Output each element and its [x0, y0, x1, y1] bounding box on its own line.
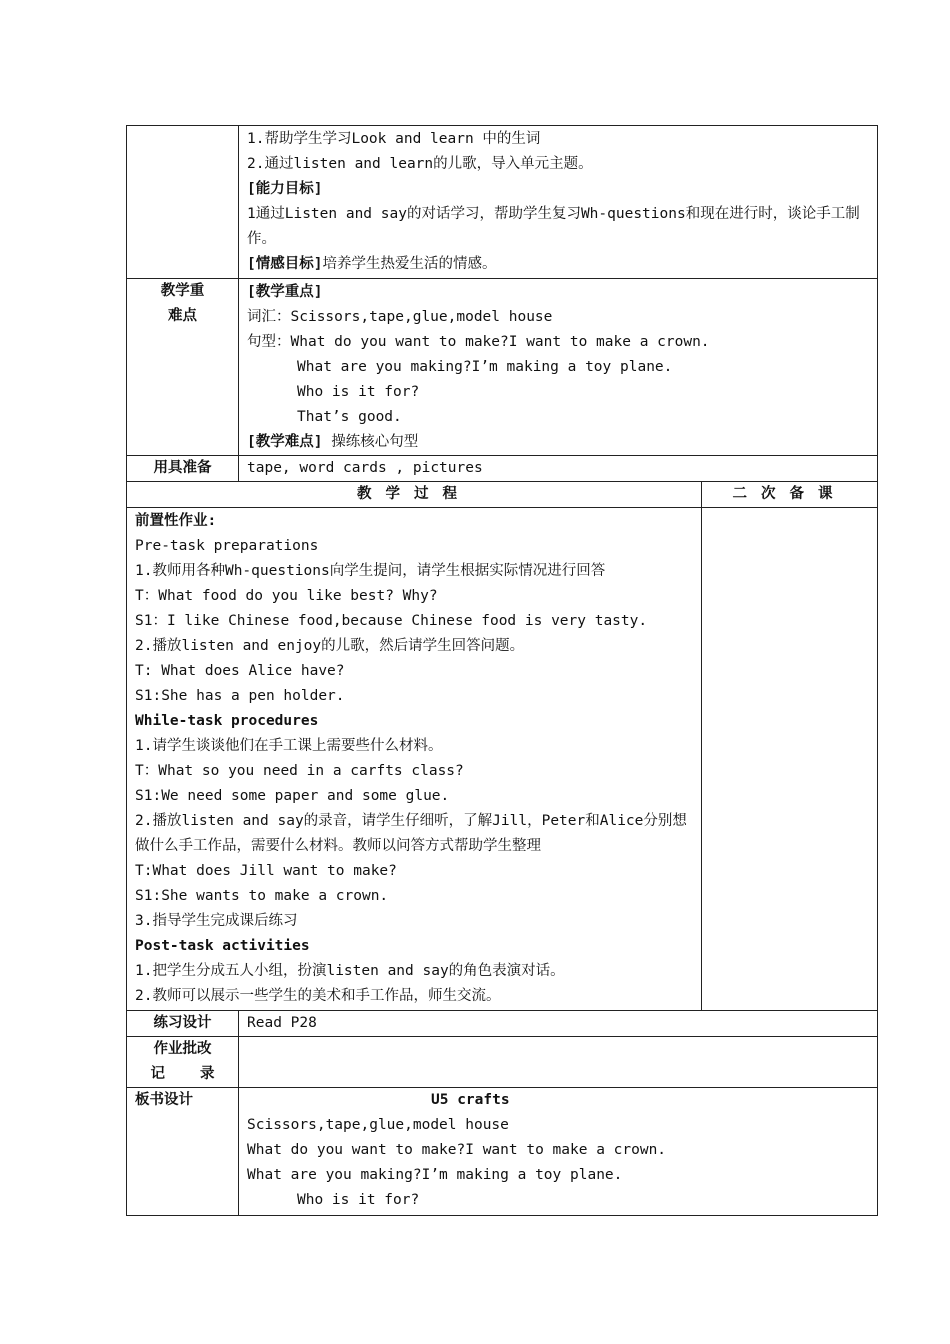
board-title: U5 crafts [431, 1092, 510, 1108]
second-prep-header: 二次备课 [702, 482, 878, 508]
second-prep-cell [702, 508, 878, 1011]
vocab-line [247, 305, 869, 330]
objectives-cell [239, 126, 878, 279]
post-line-2: 2.教师可以展示一些学生的美术和手工作品，师生交流。 [135, 988, 501, 1004]
while-line-4: T:What does Jill want to make? [135, 863, 397, 879]
homework-label-line-1: 作业批改 [153, 1041, 212, 1057]
homework-row [127, 1037, 878, 1088]
homework-label [127, 1037, 239, 1088]
key-points-row [127, 279, 878, 456]
key-points-label [127, 279, 239, 456]
homework-value [239, 1037, 878, 1088]
board-row [127, 1088, 878, 1216]
pre-line-4: S1：I like Chinese food,because Chinese food is very tasty. [135, 613, 648, 629]
while-line-1: 1.请学生谈谈他们在手工课上需要些什么材料。 [135, 738, 443, 754]
lesson-plan-table [126, 125, 878, 1216]
pre-heading: 前置性作业: [135, 513, 217, 529]
exercise-row [127, 1011, 878, 1037]
pre-line-6: T: What does Alice have? [135, 663, 345, 679]
while-line-6: 3.指导学生完成课后练习 [135, 913, 298, 929]
objectives-row [127, 126, 878, 279]
while-line-3: S1:We need some paper and some glue. [135, 788, 450, 804]
emotion-text: 培养学生热爱生活的情感。 [322, 256, 497, 272]
board-cell [239, 1088, 878, 1216]
exercise-value: Read P28 [239, 1011, 878, 1037]
board-label: 板书设计 [127, 1088, 239, 1216]
materials-label: 用具准备 [127, 456, 239, 482]
knowledge-line-1: 1.帮助学生学习Look and learn 中的生词 [247, 131, 541, 147]
while-wrap-text: 2.播放listen and say的录音，请学生仔细听，了解Jill，Peter和Alice分别想做什么手工作品，需要什么材料。教师以问答方式帮助学生整理 [135, 813, 687, 854]
pre-line-7: S1:She has a pen holder. [135, 688, 345, 704]
difficulty-heading: [教学难点] [247, 434, 323, 450]
key-points-label-line-1: 教学重 [160, 283, 205, 299]
board-line-2: What do you want to make?I want to make a crown. [247, 1142, 667, 1158]
key-points-label-line-2: 难点 [168, 308, 197, 324]
pre-line-5: 2.播放listen and enjoy的儿歌，然后请学生回答问题。 [135, 638, 525, 654]
difficulty-text: 操练核心句型 [322, 434, 419, 450]
key-points-cell [239, 279, 878, 456]
process-header-row [127, 482, 878, 508]
sentence-text-1: What do you want to make?I want to make a crown. [290, 334, 710, 350]
ability-heading: [能力目标] [247, 181, 323, 197]
pre-line-1: Pre-task preparations [135, 538, 319, 554]
process-header: 教学过程 [127, 482, 702, 508]
board-line-3: What are you making?I’m making a toy plane. [247, 1167, 623, 1183]
ability-text: 1通过Listen and say的对话学习，帮助学生复习Wh-questions和现在进行时，谈论手工制作。 [247, 206, 860, 247]
while-line-2: T：What so you need in a carfts class? [135, 763, 464, 779]
sentence-prefix: 句型： [247, 334, 291, 350]
knowledge-line-2: 2.通过listen and learn的儿歌，导入单元主题。 [247, 156, 593, 172]
emotion-line [247, 252, 869, 277]
exercise-label: 练习设计 [127, 1011, 239, 1037]
difficulty-line [247, 430, 869, 455]
while-line-5: S1:She wants to make a crown. [135, 888, 389, 904]
process-cell [127, 508, 702, 1011]
sentence-line-3: Who is it for? [297, 384, 420, 400]
emotion-heading: [情感目标] [247, 256, 323, 272]
materials-row [127, 456, 878, 482]
board-line-1: Scissors,tape,glue,model house [247, 1117, 509, 1133]
vocab-prefix: 词汇： [247, 309, 291, 325]
sentence-line-4: That’s good. [297, 409, 402, 425]
post-heading: Post-task activities [135, 938, 310, 954]
pre-line-3: T：What food do you like best? Why? [135, 588, 438, 604]
post-line-1: 1.把学生分成五人小组，扮演listen and say的角色表演对话。 [135, 963, 565, 979]
process-row [127, 508, 878, 1011]
materials-value: tape, word cards , pictures [239, 456, 878, 482]
objectives-label-cell [127, 126, 239, 279]
while-heading: While-task procedures [135, 713, 319, 729]
homework-label-line-2: 记 录 [150, 1066, 215, 1082]
vocab-text: Scissors,tape,glue,model house [290, 309, 553, 325]
board-line-4: Who is it for? [297, 1192, 420, 1208]
sentence-line-1 [247, 330, 869, 355]
sentence-line-2: What are you making?I’m making a toy plane. [297, 359, 673, 375]
pre-line-2: 1.教师用各种Wh-questions向学生提问，请学生根据实际情况进行回答 [135, 563, 606, 579]
focus-heading: [教学重点] [247, 284, 323, 300]
